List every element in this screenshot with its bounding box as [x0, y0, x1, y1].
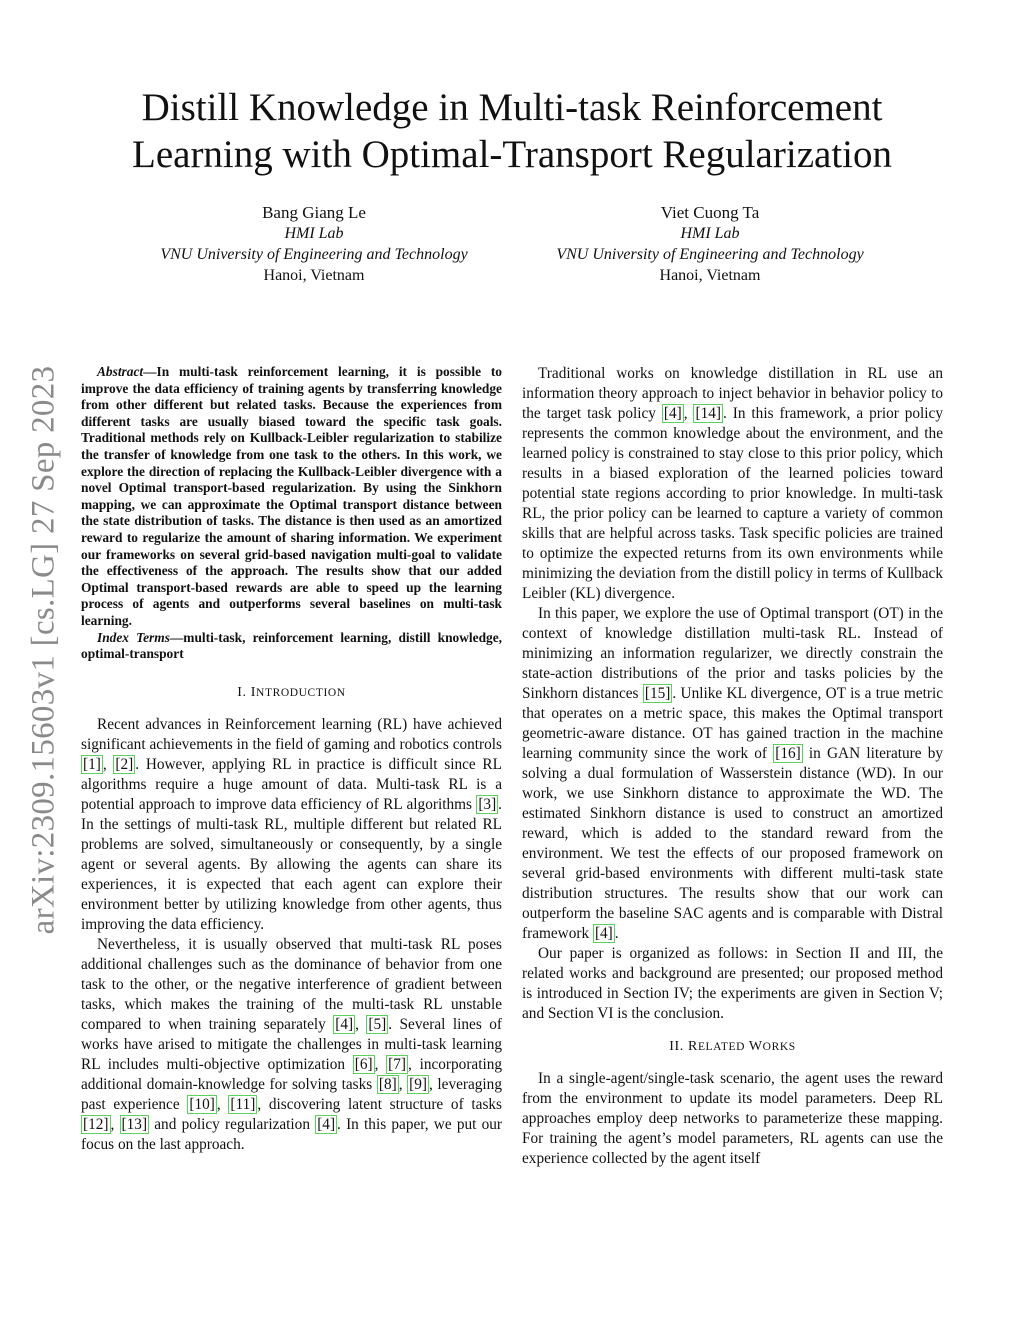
abstract-label: Abstract	[97, 364, 144, 379]
citation-link[interactable]: [8]	[378, 1075, 397, 1093]
author-name: Bang Giang Le	[262, 203, 366, 222]
citation-link[interactable]: [5]	[368, 1015, 387, 1033]
citation-link[interactable]: [4]	[317, 1115, 336, 1133]
citation-link[interactable]: [11]	[230, 1095, 256, 1113]
citation-link[interactable]: [13]	[121, 1115, 148, 1133]
abstract-text: —In multi-task reinforcement learning, it is possible to improve the data efficiency of training agents by transferring knowledge from other different but related tasks. Because the experiences from different tasks are usually biased toward the specific task goals. Traditional methods rely on Kullback-Leibler regularization to stabilize the transfer of knowledge from one task to the others. In this work, we explore the direction of replacing the Kullback-Leibler divergence with a novel Optimal transport-based regularization. By using the Sinkhorn mapping, we can approximate the Optimal transport distance between the state distribution of tasks. The distance is then used as an amortized reward to regularize the amount of sharing information. We experiment our frameworks on several grid-based navigation multi-goal to validate the effectiveness of the approach. The results show that our added Optimal transport-based rewards are able to speed up the learning process of agents and outperforms several baselines on multi-task learning.	[81, 364, 502, 628]
author-block-2	[510, 202, 910, 286]
index-terms	[81, 630, 502, 663]
right-paragraph-2: In this paper, we explore the use of Optimal transport (OT) in the context of knowledge distillation multi-task RL. Instead of minimizing an information regularizer, we directly constrain the state-action distributions of the prior and tasks policies by the Sinkhorn distances [15] . Unlike KL divergence, OT is a true metric that operates on a metric space, this makes the Optimal transport geometric-aware distance. OT has gained traction in the machine learning community since the work of [16] in GAN literature by solving a dual formulation of Wasserstein distance (WD). In our work, we use Sinkhorn distance to approximate the WD. The estimated Sinkhorn distance is used to construct an amortized reward, which is added to the standard reward from the environment. We test the effects of our proposed framework on several grid-based environments with different multi-task state distribution structures. The results show that our work can outperform the baseline SAC agents and is comparable with Distral framework [4] .	[522, 605, 944, 942]
arxiv-identifier-text: arXiv:2309.15603v1 [cs.LG] 27 Sep 2023	[25, 365, 62, 935]
author-location: Hanoi, Vietnam	[263, 267, 365, 284]
title-line-1: Distill Knowledge in Multi-task Reinforcement	[141, 86, 883, 129]
section-heading-related-works: II. RELATED WORKS	[669, 1039, 796, 1054]
index-terms-label: Index Terms	[97, 629, 170, 645]
author-location: Hanoi, Vietnam	[659, 267, 761, 284]
citation-link[interactable]: [9]	[409, 1075, 427, 1093]
citation-link[interactable]: [1]	[83, 755, 101, 773]
citation-link[interactable]: [6]	[354, 1055, 373, 1073]
author-name: Viet Cuong Ta	[660, 203, 760, 222]
citation-link[interactable]: [4]	[335, 1015, 354, 1033]
abstract	[81, 364, 502, 630]
citation-link[interactable]: [16]	[775, 745, 801, 762]
citation-link[interactable]: [4]	[594, 925, 613, 942]
section-heading-introduction: I. INTRODUCTION	[237, 684, 346, 700]
citation-link[interactable]: [15]	[644, 685, 671, 702]
citation-link[interactable]: [12]	[83, 1115, 109, 1133]
intro-paragraph-1: Recent advances in Reinforcement learning (RL) have achieved significant achievements in the field of gaming and robotics controls [1] , [2] . However, applying RL in practice is difficult since RL algorithms require a huge amount of data. Multi-task RL is a potential approach to improve data efficiency of RL algorithms [3] . In the settings of multi-task RL, multiple different but related RL problems are solved, simultaneously or consequently, by a single agent or several agents. By allowing the agents can share its experiences, it is expected that each agent can explore their environment better by utilizing knowledge from other agents, thus improving the data efficiency.	[81, 715, 502, 933]
citation-link[interactable]: [14]	[695, 405, 721, 422]
index-terms-text: —multi-task, reinforcement learning, distill knowledge, optimal-transport	[81, 629, 502, 662]
left-column	[81, 364, 502, 1155]
author-affiliation: VNU University of Engineering and Technology	[556, 246, 864, 263]
citation-link[interactable]: [3]	[478, 795, 497, 813]
author-lab: HMI Lab	[680, 225, 740, 242]
title-line-2: Learning with Optimal-Transport Regularization	[132, 133, 892, 176]
related-works-paragraph-1: In a single-agent/single-task scenario, the agent uses the reward from the environment to update its model parameters. Deep RL approaches employ deep networks to parameterize these mapping. For training the agent’s model parameters, RL agents can use the experience collected by the agent itself	[522, 1070, 943, 1167]
paper-title	[60, 84, 964, 178]
citation-link[interactable]: [4]	[663, 405, 682, 422]
right-paragraph-1: Traditional works on knowledge distillation in RL use an information theory approach to inject behavior in behavior policy to the target task policy [4] , [14] . In this framework, a prior policy represents the common knowledge about the environment, and the learned policy is constrained to stay close to this prior policy, which results in a biased exploration of the learned policies toward potential state regions according to prior knowledge. In multi-task RL, the prior policy can be learned to capture a variety of common skills that are helpful across tasks. Task specific policies are trained to optimize the expected returns from its own environments while minimizing the deviation from the distill policy in terms of Kullback Leibler (KL) divergence.	[522, 365, 943, 602]
right-paragraph-3: Our paper is organized as follows: in Section II and III, the related works and background are presented; our proposed method is introduced in Section IV; the experiments are given in Section V; and Section VI is the conclusion.	[522, 945, 943, 1022]
author-block-1	[114, 202, 514, 286]
author-lab: HMI Lab	[284, 225, 344, 242]
author-affiliation: VNU University of Engineering and Technology	[160, 246, 468, 263]
citation-link[interactable]: [2]	[115, 755, 134, 773]
citation-link[interactable]: [7]	[388, 1055, 407, 1073]
arxiv-identifier	[18, 350, 70, 950]
right-column	[522, 364, 943, 1169]
intro-paragraph-2: Nevertheless, it is usually observed that multi-task RL poses additional challenges such as the dominance of behavior from one task to the other, or the negative interference of gradient between tasks, which makes the training of the multi-task RL unstable compared to when training separately [4] , [5] . Several lines of works have arised to mitigate the challenges in multi-task learning RL includes multi-objective optimization [6] , [7] , incorporating additional domain-knowledge for solving tasks [8] , [9] , leveraging past experience [10] , [11] , discovering latent structure of tasks [12] , [13] and policy regularization [4] . In this paper, we put our focus on the last approach.	[81, 935, 502, 1153]
citation-link[interactable]: [10]	[189, 1095, 215, 1113]
